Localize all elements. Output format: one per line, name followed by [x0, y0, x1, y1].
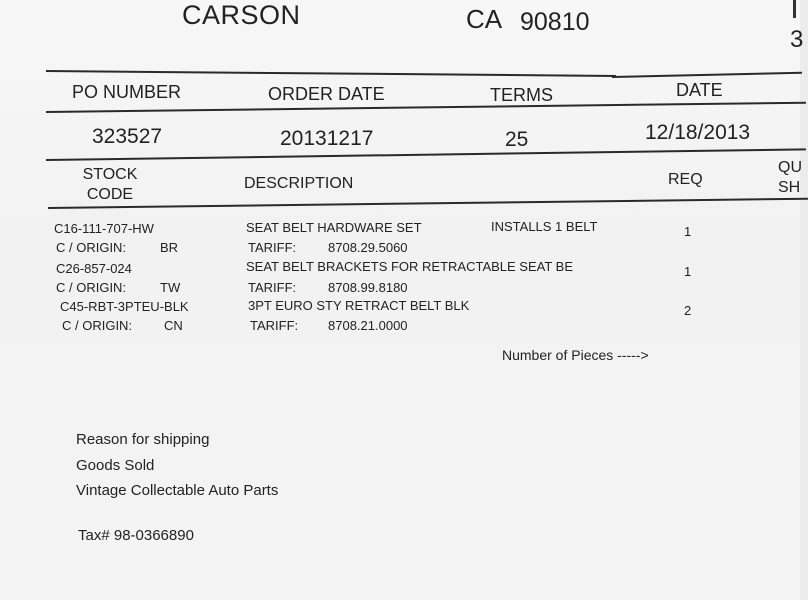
address-zip: 90810 [520, 8, 590, 36]
stock-code-header-line2: CODE [86, 186, 134, 203]
values-divider [46, 148, 806, 161]
origin-label: C / ORIGIN: [62, 318, 133, 333]
address-city: CARSON [182, 0, 301, 30]
po-number-value: 323527 [92, 125, 163, 148]
stock-code-header [74, 165, 146, 205]
stock-code-header-line1: STOCK [82, 166, 138, 183]
item-description: SEAT BELT BRACKETS FOR RETRACTABLE SEAT BE [246, 259, 574, 274]
tax-number: Tax# 98-0366890 [78, 527, 194, 544]
origin-label: C / ORIGIN: [56, 240, 127, 255]
header-divider [46, 102, 806, 113]
origin-code: TW [160, 280, 181, 295]
reason-description: Vintage Collectable Auto Parts [76, 482, 279, 499]
tariff-label: TARIFF: [248, 280, 297, 295]
required-qty: 2 [684, 303, 692, 318]
item-note: INSTALLS 1 BELT [491, 219, 598, 234]
description-header: DESCRIPTION [244, 175, 354, 192]
top-rule [46, 70, 616, 77]
reason-for-shipping-label: Reason for shipping [76, 431, 210, 448]
item-description: 3PT EURO STY RETRACT BELT BLK [248, 298, 470, 313]
stock-code: C16-111-707-HW [54, 221, 154, 236]
item-description: SEAT BELT HARDWARE SET [246, 220, 422, 235]
required-qty: 1 [684, 224, 692, 239]
tariff-code: 8708.21.0000 [328, 318, 408, 333]
required-qty: 1 [684, 264, 692, 279]
date-value: 12/18/2013 [645, 121, 751, 144]
date-label: DATE [676, 80, 723, 100]
corner-mark [793, 0, 796, 18]
terms-value: 25 [505, 128, 529, 151]
order-date-label: ORDER DATE [268, 84, 385, 104]
stock-code: C45-RBT-3PTEU-BLK [60, 299, 189, 314]
tariff-label: TARIFF: [250, 318, 299, 333]
corner-digit: 3 [790, 26, 804, 53]
qty-header-line1: QU [778, 159, 802, 176]
origin-label: C / ORIGIN: [56, 280, 127, 295]
reason-goods-sold: Goods Sold [76, 457, 155, 474]
top-rule-right [612, 72, 802, 78]
number-of-pieces-label: Number of Pieces -----> [502, 347, 649, 363]
stock-code: C26-857-024 [56, 261, 132, 276]
terms-label: TERMS [490, 85, 553, 105]
qty-header-line2: SH [778, 179, 801, 196]
address-state: CA [466, 4, 503, 34]
tariff-code: 8708.29.5060 [328, 240, 408, 255]
qty-header [778, 158, 802, 198]
tariff-label: TARIFF: [248, 240, 297, 255]
tariff-code: 8708.99.8180 [328, 280, 408, 295]
order-date-value: 20131217 [280, 127, 374, 150]
po-number-label: PO NUMBER [72, 82, 182, 102]
origin-code: BR [160, 240, 179, 255]
column-header-divider [48, 198, 808, 209]
req-header: REQ [668, 171, 703, 188]
origin-code: CN [164, 318, 183, 333]
